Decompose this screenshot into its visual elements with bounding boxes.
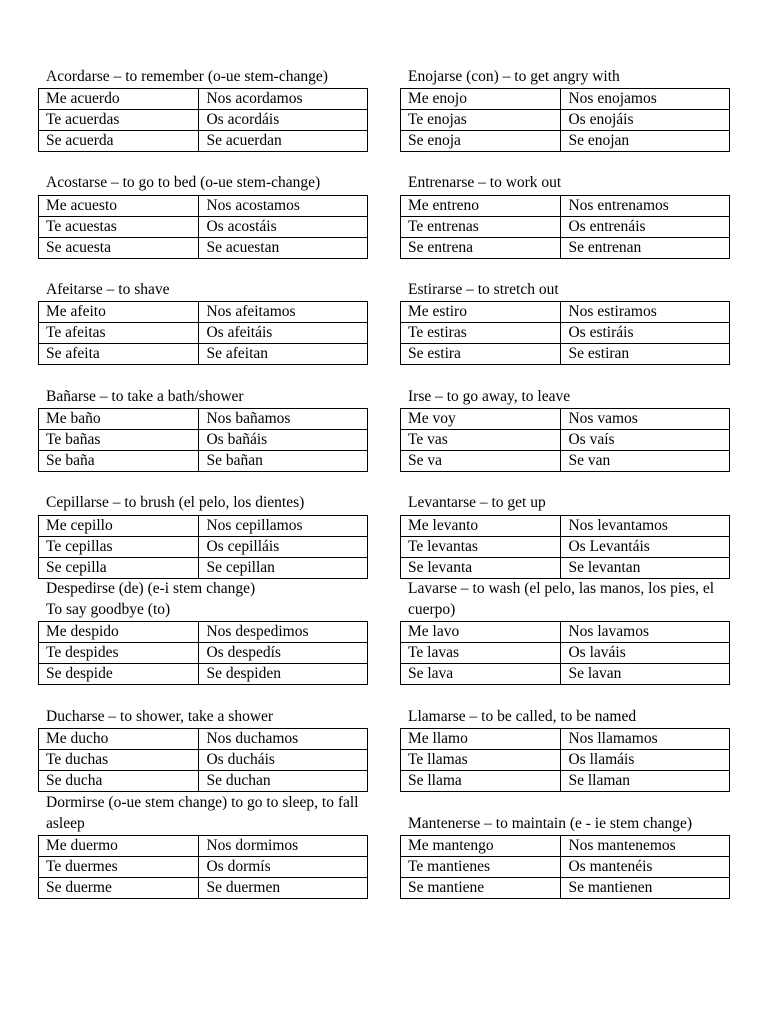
plural-form-cell: Os afeitáis — [199, 323, 368, 344]
conjugation-row — [39, 515, 368, 536]
conjugation-row — [39, 216, 368, 237]
singular-form-cell: Te mantienes — [401, 856, 561, 877]
singular-form-cell: Te cepillas — [39, 536, 199, 557]
conjugation-row — [401, 195, 730, 216]
verb-heading-mantenerse — [408, 813, 726, 834]
singular-form-cell: Te llamas — [401, 750, 561, 771]
verb-heading-text: Afeitarse – to shave — [46, 281, 170, 299]
plural-form-cell: Nos estiramos — [561, 302, 730, 323]
plural-form-cell: Os entrenáis — [561, 216, 730, 237]
conjugation-row — [401, 237, 730, 258]
conjugation-row — [401, 856, 730, 877]
conjugation-row — [39, 643, 368, 664]
singular-form-cell: Se va — [401, 451, 561, 472]
singular-form-cell: Se despide — [39, 664, 199, 685]
singular-form-cell: Me despido — [39, 622, 199, 643]
conjugation-row — [39, 536, 368, 557]
singular-form-cell: Te vas — [401, 430, 561, 451]
conjugation-table-afeitarse — [38, 301, 368, 365]
verb-heading-text: Llamarse – to be called, to be named — [408, 707, 637, 725]
verb-entry-llamarse — [400, 686, 730, 793]
singular-form-cell: Se baña — [39, 451, 199, 472]
conjugation-row — [401, 344, 730, 365]
verb-heading-text: Lavarse – to wash (el pelo, las manos, los pies, el cuerpo) — [408, 580, 715, 619]
plural-form-cell: Os Levantáis — [561, 536, 730, 557]
conjugation-row — [401, 302, 730, 323]
verb-heading-text: Enojarse (con) – to get angry with — [408, 67, 620, 85]
singular-form-cell: Me levanto — [401, 515, 561, 536]
singular-form-cell: Te estiras — [401, 323, 561, 344]
conjugation-table-despedirse — [38, 621, 368, 685]
verb-entry-enojarse — [400, 46, 730, 153]
verb-heading-subtitle: To say goodbye (to) — [46, 601, 171, 619]
conjugation-row — [39, 877, 368, 898]
verb-entry-mantenerse — [400, 793, 730, 900]
verb-entry-afeitarse — [38, 259, 368, 366]
verb-heading-levantarse — [408, 492, 726, 513]
conjugation-row — [401, 409, 730, 430]
plural-form-cell: Se bañan — [199, 451, 368, 472]
conjugation-table-cepillarse — [38, 515, 368, 579]
plural-form-cell: Nos acordamos — [199, 89, 368, 110]
verb-heading-text: Cepillarse – to brush (el pelo, los dientes) — [46, 494, 305, 512]
conjugation-row — [39, 430, 368, 451]
singular-form-cell: Te levantas — [401, 536, 561, 557]
conjugation-row — [401, 131, 730, 152]
verb-entry-acostarse — [38, 153, 368, 260]
plural-form-cell: Nos mantenemos — [561, 835, 730, 856]
conjugation-row — [401, 110, 730, 131]
conjugation-table-dormirse — [38, 835, 368, 899]
singular-form-cell: Te acuerdas — [39, 110, 199, 131]
conjugation-row — [39, 302, 368, 323]
verb-heading-text: Mantenerse – to maintain (e - ie stem change) — [408, 814, 693, 832]
verb-heading-text: Dormirse (o-ue stem change) to go to sleep, to fall asleep — [46, 793, 359, 832]
plural-form-cell: Os despedís — [199, 643, 368, 664]
conjugation-row — [39, 89, 368, 110]
plural-form-cell: Nos entrenamos — [561, 195, 730, 216]
plural-form-cell: Se afeitan — [199, 344, 368, 365]
singular-form-cell: Se lava — [401, 664, 561, 685]
conjugation-row — [39, 344, 368, 365]
verb-entry-estirarse — [400, 259, 730, 366]
plural-form-cell: Os bañáis — [199, 430, 368, 451]
plural-form-cell: Os ducháis — [199, 750, 368, 771]
singular-form-cell: Me entreno — [401, 195, 561, 216]
plural-form-cell: Nos duchamos — [199, 729, 368, 750]
verb-heading-text: Acordarse – to remember (o-ue stem-change) — [46, 67, 328, 85]
singular-form-cell: Me lavo — [401, 622, 561, 643]
conjugation-row — [39, 323, 368, 344]
conjugation-table-acostarse — [38, 195, 368, 259]
conjugation-row — [39, 622, 368, 643]
conjugation-row — [39, 771, 368, 792]
verb-heading-text: Despedirse (de) (e-i stem change) — [46, 580, 256, 598]
plural-form-cell: Se lavan — [561, 664, 730, 685]
verb-entry-cepillarse — [38, 473, 368, 580]
verb-heading-irse — [408, 386, 726, 407]
plural-form-cell: Os llamáis — [561, 750, 730, 771]
conjugation-row — [401, 536, 730, 557]
verb-heading-acordarse — [46, 66, 364, 87]
plural-form-cell: Os acostáis — [199, 216, 368, 237]
plural-form-cell: Os vaís — [561, 430, 730, 451]
conjugation-row — [39, 195, 368, 216]
plural-form-cell: Os laváis — [561, 643, 730, 664]
verb-entry-acordarse — [38, 46, 368, 153]
plural-form-cell: Se despiden — [199, 664, 368, 685]
conjugation-row — [39, 557, 368, 578]
conjugation-row — [401, 664, 730, 685]
conjugation-row — [401, 877, 730, 898]
verb-entry-ducharse — [38, 686, 368, 793]
plural-form-cell: Se mantienen — [561, 877, 730, 898]
plural-form-cell: Se llaman — [561, 771, 730, 792]
singular-form-cell: Se acuerda — [39, 131, 199, 152]
conjugation-row — [39, 409, 368, 430]
singular-form-cell: Te enojas — [401, 110, 561, 131]
plural-form-cell: Se levantan — [561, 557, 730, 578]
singular-form-cell: Me mantengo — [401, 835, 561, 856]
singular-form-cell: Te afeitas — [39, 323, 199, 344]
singular-form-cell: Se duerme — [39, 877, 199, 898]
plural-form-cell: Nos despedimos — [199, 622, 368, 643]
verb-entry-despedirse — [38, 579, 368, 686]
conjugation-row — [39, 451, 368, 472]
conjugation-table-enojarse — [400, 88, 730, 152]
conjugation-table-llamarse — [400, 728, 730, 792]
singular-form-cell: Me acuerdo — [39, 89, 199, 110]
plural-form-cell: Nos bañamos — [199, 409, 368, 430]
verb-heading-acostarse — [46, 172, 364, 193]
conjugation-table-lavarse — [400, 621, 730, 685]
singular-form-cell: Te despides — [39, 643, 199, 664]
singular-form-cell: Te entrenas — [401, 216, 561, 237]
verb-heading-despedirse — [46, 578, 364, 620]
plural-form-cell: Nos llamamos — [561, 729, 730, 750]
verb-heading-text: Ducharse – to shower, take a shower — [46, 707, 274, 725]
conjugation-row — [401, 771, 730, 792]
singular-form-cell: Me baño — [39, 409, 199, 430]
plural-form-cell: Se cepillan — [199, 557, 368, 578]
singular-form-cell: Me cepillo — [39, 515, 199, 536]
singular-form-cell: Me llamo — [401, 729, 561, 750]
plural-form-cell: Os estiráis — [561, 323, 730, 344]
verb-heading-enojarse — [408, 66, 726, 87]
conjugation-row — [39, 237, 368, 258]
verb-heading-ducharse — [46, 706, 364, 727]
conjugation-row — [401, 643, 730, 664]
conjugation-row — [401, 89, 730, 110]
plural-form-cell: Os enojáis — [561, 110, 730, 131]
conjugation-row — [401, 430, 730, 451]
conjugation-row — [401, 557, 730, 578]
verb-heading-entrenarse — [408, 172, 726, 193]
singular-form-cell: Me estiro — [401, 302, 561, 323]
verb-heading-text: Bañarse – to take a bath/shower — [46, 387, 244, 405]
plural-form-cell: Os cepilláis — [199, 536, 368, 557]
singular-form-cell: Me afeito — [39, 302, 199, 323]
verb-entry-levantarse — [400, 473, 730, 580]
conjugation-table-acordarse — [38, 88, 368, 152]
singular-form-cell: Se enoja — [401, 131, 561, 152]
singular-form-cell: Se estira — [401, 344, 561, 365]
singular-form-cell: Te bañas — [39, 430, 199, 451]
singular-form-cell: Me acuesto — [39, 195, 199, 216]
singular-form-cell: Me duermo — [39, 835, 199, 856]
singular-form-cell: Te duchas — [39, 750, 199, 771]
left-verb-column — [38, 46, 368, 900]
plural-form-cell: Nos cepillamos — [199, 515, 368, 536]
verb-heading-text: Levantarse – to get up — [408, 494, 546, 512]
verb-entry-irse — [400, 366, 730, 473]
conjugation-row — [39, 729, 368, 750]
plural-form-cell: Se van — [561, 451, 730, 472]
conjugation-table-irse — [400, 408, 730, 472]
singular-form-cell: Me enojo — [401, 89, 561, 110]
plural-form-cell: Se acuerdan — [199, 131, 368, 152]
verb-heading-afeitarse — [46, 279, 364, 300]
verb-heading-banarse — [46, 386, 364, 407]
singular-form-cell: Se cepilla — [39, 557, 199, 578]
conjugation-table-entrenarse — [400, 195, 730, 259]
conjugation-row — [401, 835, 730, 856]
conjugation-row — [401, 622, 730, 643]
singular-form-cell: Se mantiene — [401, 877, 561, 898]
plural-form-cell: Se acuestan — [199, 237, 368, 258]
plural-form-cell: Os mantenéis — [561, 856, 730, 877]
conjugation-row — [401, 323, 730, 344]
singular-form-cell: Se acuesta — [39, 237, 199, 258]
singular-form-cell: Se entrena — [401, 237, 561, 258]
plural-form-cell: Nos vamos — [561, 409, 730, 430]
conjugation-row — [39, 856, 368, 877]
plural-form-cell: Nos levantamos — [561, 515, 730, 536]
conjugation-row — [401, 729, 730, 750]
plural-form-cell: Nos lavamos — [561, 622, 730, 643]
conjugation-table-ducharse — [38, 728, 368, 792]
verb-heading-cepillarse — [46, 492, 364, 513]
conjugation-row — [401, 216, 730, 237]
verb-entry-lavarse — [400, 579, 730, 686]
singular-form-cell: Se afeita — [39, 344, 199, 365]
conjugation-row — [39, 750, 368, 771]
plural-form-cell: Se enojan — [561, 131, 730, 152]
conjugation-row — [39, 835, 368, 856]
singular-form-cell: Se levanta — [401, 557, 561, 578]
conjugation-row — [39, 131, 368, 152]
plural-form-cell: Se duchan — [199, 771, 368, 792]
plural-form-cell: Nos dormimos — [199, 835, 368, 856]
verb-heading-dormirse — [46, 792, 364, 834]
verb-heading-llamarse — [408, 706, 726, 727]
singular-form-cell: Se ducha — [39, 771, 199, 792]
conjugation-table-levantarse — [400, 515, 730, 579]
verb-entry-banarse — [38, 366, 368, 473]
conjugation-row — [401, 515, 730, 536]
conjugation-row — [401, 750, 730, 771]
plural-form-cell: Se duermen — [199, 877, 368, 898]
verb-heading-estirarse — [408, 279, 726, 300]
verb-heading-lavarse — [408, 578, 726, 620]
singular-form-cell: Te duermes — [39, 856, 199, 877]
plural-form-cell: Os acordáis — [199, 110, 368, 131]
plural-form-cell: Nos afeitamos — [199, 302, 368, 323]
conjugation-table-estirarse — [400, 301, 730, 365]
verb-heading-text: Acostarse – to go to bed (o-ue stem-change) — [46, 174, 321, 192]
verb-heading-text: Estirarse – to stretch out — [408, 281, 559, 299]
singular-form-cell: Te acuestas — [39, 216, 199, 237]
plural-form-cell: Nos enojamos — [561, 89, 730, 110]
plural-form-cell: Se estiran — [561, 344, 730, 365]
conjugation-table-mantenerse — [400, 835, 730, 899]
verb-heading-text: Entrenarse – to work out — [408, 174, 562, 192]
singular-form-cell: Se llama — [401, 771, 561, 792]
conjugation-row — [39, 664, 368, 685]
right-verb-column — [400, 46, 730, 900]
singular-form-cell: Me voy — [401, 409, 561, 430]
singular-form-cell: Te lavas — [401, 643, 561, 664]
verb-entry-entrenarse — [400, 153, 730, 260]
conjugation-row — [39, 110, 368, 131]
plural-form-cell: Se entrenan — [561, 237, 730, 258]
verb-entry-dormirse — [38, 793, 368, 900]
plural-form-cell: Os dormís — [199, 856, 368, 877]
conjugation-row — [401, 451, 730, 472]
conjugation-table-banarse — [38, 408, 368, 472]
singular-form-cell: Me ducho — [39, 729, 199, 750]
verb-heading-text: Irse – to go away, to leave — [408, 387, 571, 405]
plural-form-cell: Nos acostamos — [199, 195, 368, 216]
